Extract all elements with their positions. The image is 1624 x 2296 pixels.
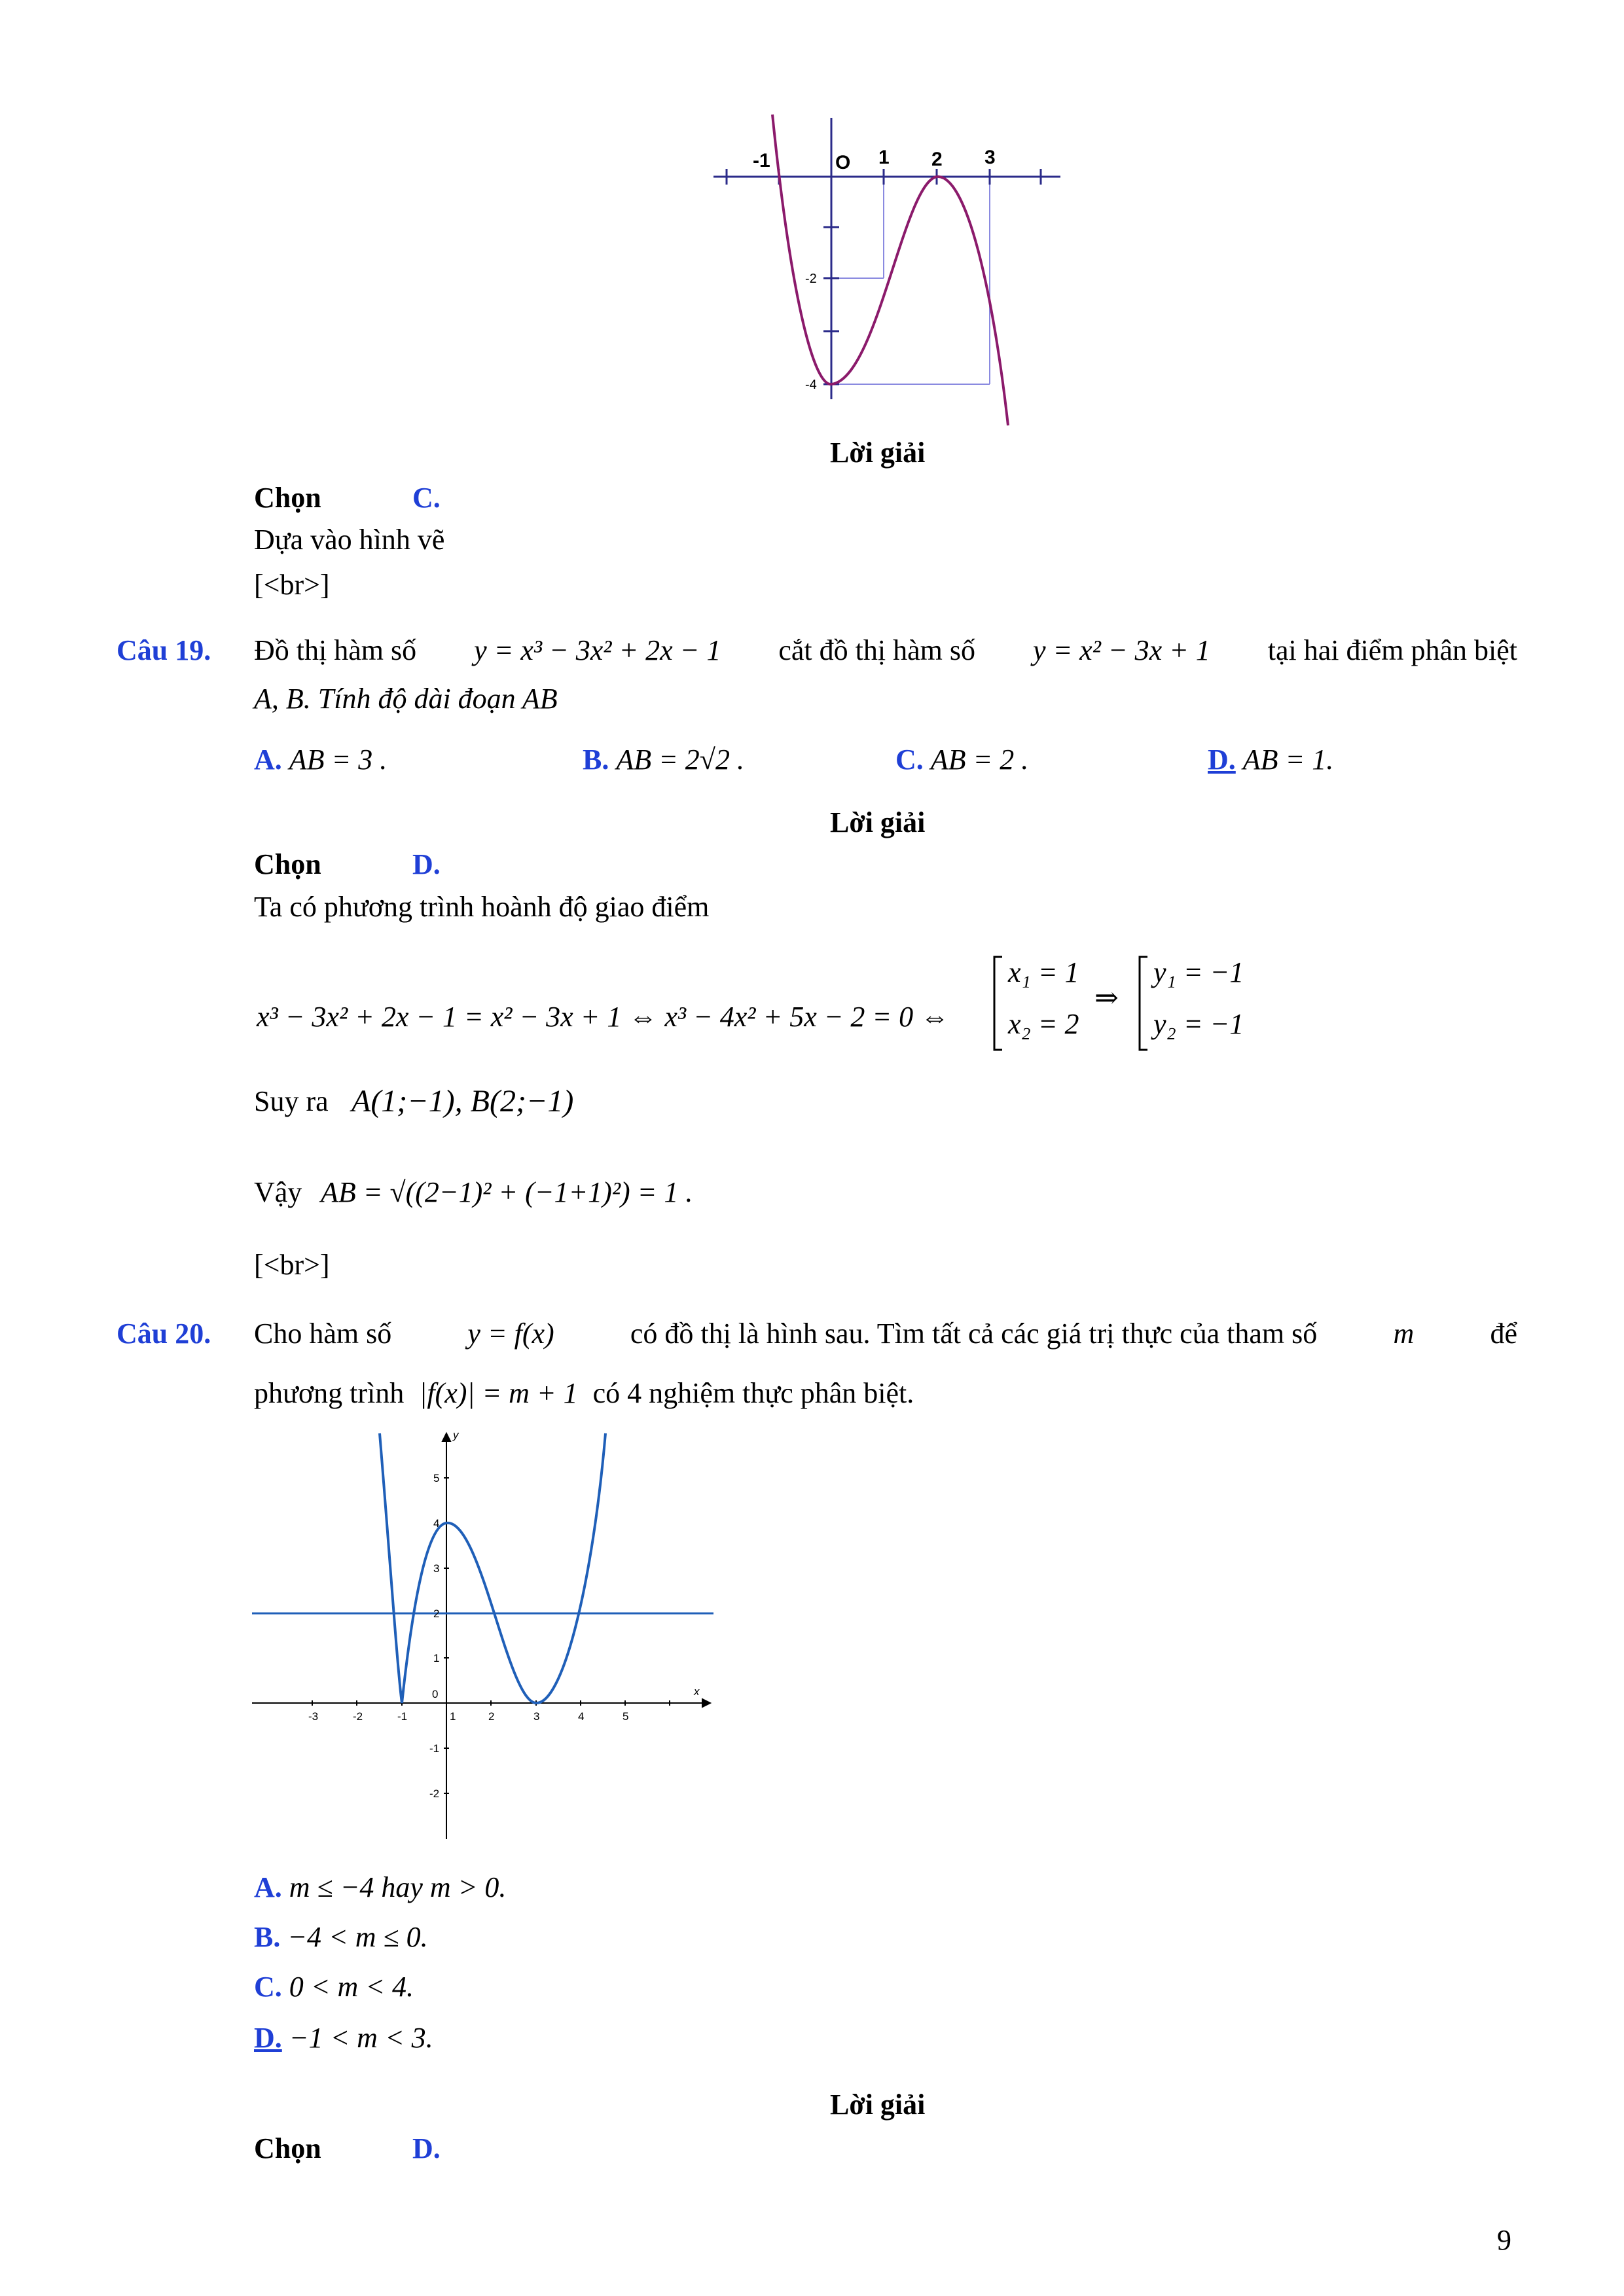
x-tick-label: 0 [432,1688,439,1700]
choose-label: Chọn [254,482,321,514]
equation-main: x³ − 3x² + 2x − 1 = x² − 3x + 1 ⇔ x³ − 4x² + 5x − 2 = 0 ⇔ [257,1001,950,1033]
tick-marks [312,1478,670,1793]
root-y2: y₂ = −1 [1153,1008,1244,1040]
choose-label: Chọn [254,2132,321,2164]
question-text-part: Đồ thị hàm số [254,634,417,666]
question-text-part: cắt đồ thị hàm số [778,634,975,666]
option-text: −4 < m ≤ 0. [287,1921,428,1953]
question-text-part: để [1490,1318,1517,1350]
y-axis-label: y [453,1429,459,1441]
question-text-line2: A, B. Tính độ dài đoạn AB [254,683,558,715]
option-text: 0 < m < 4. [289,1971,414,2003]
abs-function-curve [380,1433,605,1703]
y-tick-label: 1 [433,1652,440,1664]
option-letter: A. [254,744,282,776]
y-tick-label: 4 [433,1517,440,1530]
option-letter: A. [254,1871,282,1903]
question-text-part: phương trình [254,1377,405,1409]
system-bracket [992,954,1005,1052]
x-tick-label: 1 [878,147,890,168]
root-x1: x₁ = 1 [1008,956,1079,988]
question-text-part: có 4 nghiệm thực phân biệt. [592,1377,914,1409]
choose-answer: D. [412,2132,441,2164]
option-text: AB = 3 . [289,744,388,776]
equation: y = x² − 3x + 1 [1032,634,1210,666]
x-tick-label: 3 [984,147,996,168]
option-letter: C. [254,1971,282,2003]
x-tick-label: 1 [450,1710,456,1723]
x-tick-label: 4 [578,1710,585,1723]
option-a[interactable] [254,1869,506,1906]
question-text-line2 [254,1375,914,1412]
option-letter: D. [1208,744,1236,776]
choose-answer: D. [412,848,441,880]
option-text: AB = 2√2 . [616,744,744,776]
solution-heading: Lời giải [830,806,926,838]
x-axis-label: x [694,1685,700,1698]
x-tick-label: 5 [623,1710,629,1723]
question-label: Câu 20. [117,1318,211,1350]
br-marker: [<br>] [254,1249,330,1281]
graph-abs-function [252,1420,723,1846]
option-text: m ≤ −4 hay m > 0. [289,1871,507,1903]
x-tick-label: -3 [308,1710,319,1723]
x-tick-label: 3 [533,1710,540,1723]
question-text-part: Cho hàm số [254,1318,392,1350]
vay-label: Vậy [254,1176,302,1208]
option-text: −1 < m < 3. [289,2022,433,2054]
option-b[interactable] [583,742,744,778]
equation: y = f(x) [467,1318,554,1350]
y-tick-label: -4 [805,378,817,392]
solution-text: Ta có phương trình hoành độ giao điểm [254,891,710,923]
y-tick-label: -2 [429,1787,440,1800]
choose-label: Chọn [254,848,321,880]
solution-text: Dựa vào hình vẽ [254,524,445,556]
points-ab: A(1;−1), B(2;−1) [352,1084,574,1119]
equation: |f(x)| = m + 1 [419,1377,578,1409]
y-tick-label: -1 [429,1742,440,1755]
page-number: 9 [1497,2224,1511,2256]
y-tick-label: 2 [433,1607,440,1620]
question-label: Câu 19. [117,634,211,666]
implies-symbol: ⇒ [1094,982,1119,1014]
option-d[interactable] [1208,742,1333,778]
option-text: AB = 1. [1242,744,1334,776]
x-tick-label: 2 [488,1710,495,1723]
option-text: AB = 2 . [930,744,1029,776]
distance-formula: AB = √((2−1)² + (−1+1)²) = 1 . [321,1176,693,1208]
option-a[interactable] [254,742,387,778]
question-text-part: có đồ thị là hình sau. Tìm tất cả các giá trị thực của tham số [630,1318,1318,1350]
axes [252,1433,710,1839]
origin-label: O [835,152,851,173]
option-d[interactable] [254,2020,433,2056]
option-letter: D. [254,2022,282,2054]
question-text [254,1316,1517,1352]
br-marker: [<br>] [254,569,330,601]
x-tick-label: -1 [397,1710,408,1723]
x-tick-label: -2 [353,1710,363,1723]
y-tick-label: 3 [433,1562,440,1575]
question-text-part: tại hai điểm phân biệt [1267,634,1517,666]
choose-answer: C. [412,482,441,514]
option-letter: C. [895,744,924,776]
solution-heading: Lời giải [830,437,926,469]
x-tick-label: 2 [931,149,943,170]
solution-heading: Lời giải [830,2089,926,2121]
option-b[interactable] [254,1919,428,1956]
parameter: m [1393,1318,1415,1350]
option-letter: B. [254,1921,281,1953]
suyra-label: Suy ra [254,1085,329,1117]
y-tick-label: 5 [433,1472,440,1484]
option-c[interactable] [895,742,1028,778]
guide-lines [831,177,990,384]
system-bracket [1137,954,1150,1052]
option-letter: B. [583,744,609,776]
y-tick-label: -2 [805,272,817,286]
root-y1: y₁ = −1 [1153,956,1244,988]
graph-cubic [707,111,1074,439]
root-x2: x₂ = 2 [1008,1008,1079,1040]
x-tick-label: -1 [753,150,770,171]
question-text [254,632,1517,669]
option-c[interactable] [254,1969,414,2005]
equation: y = x³ − 3x² + 2x − 1 [474,634,721,666]
